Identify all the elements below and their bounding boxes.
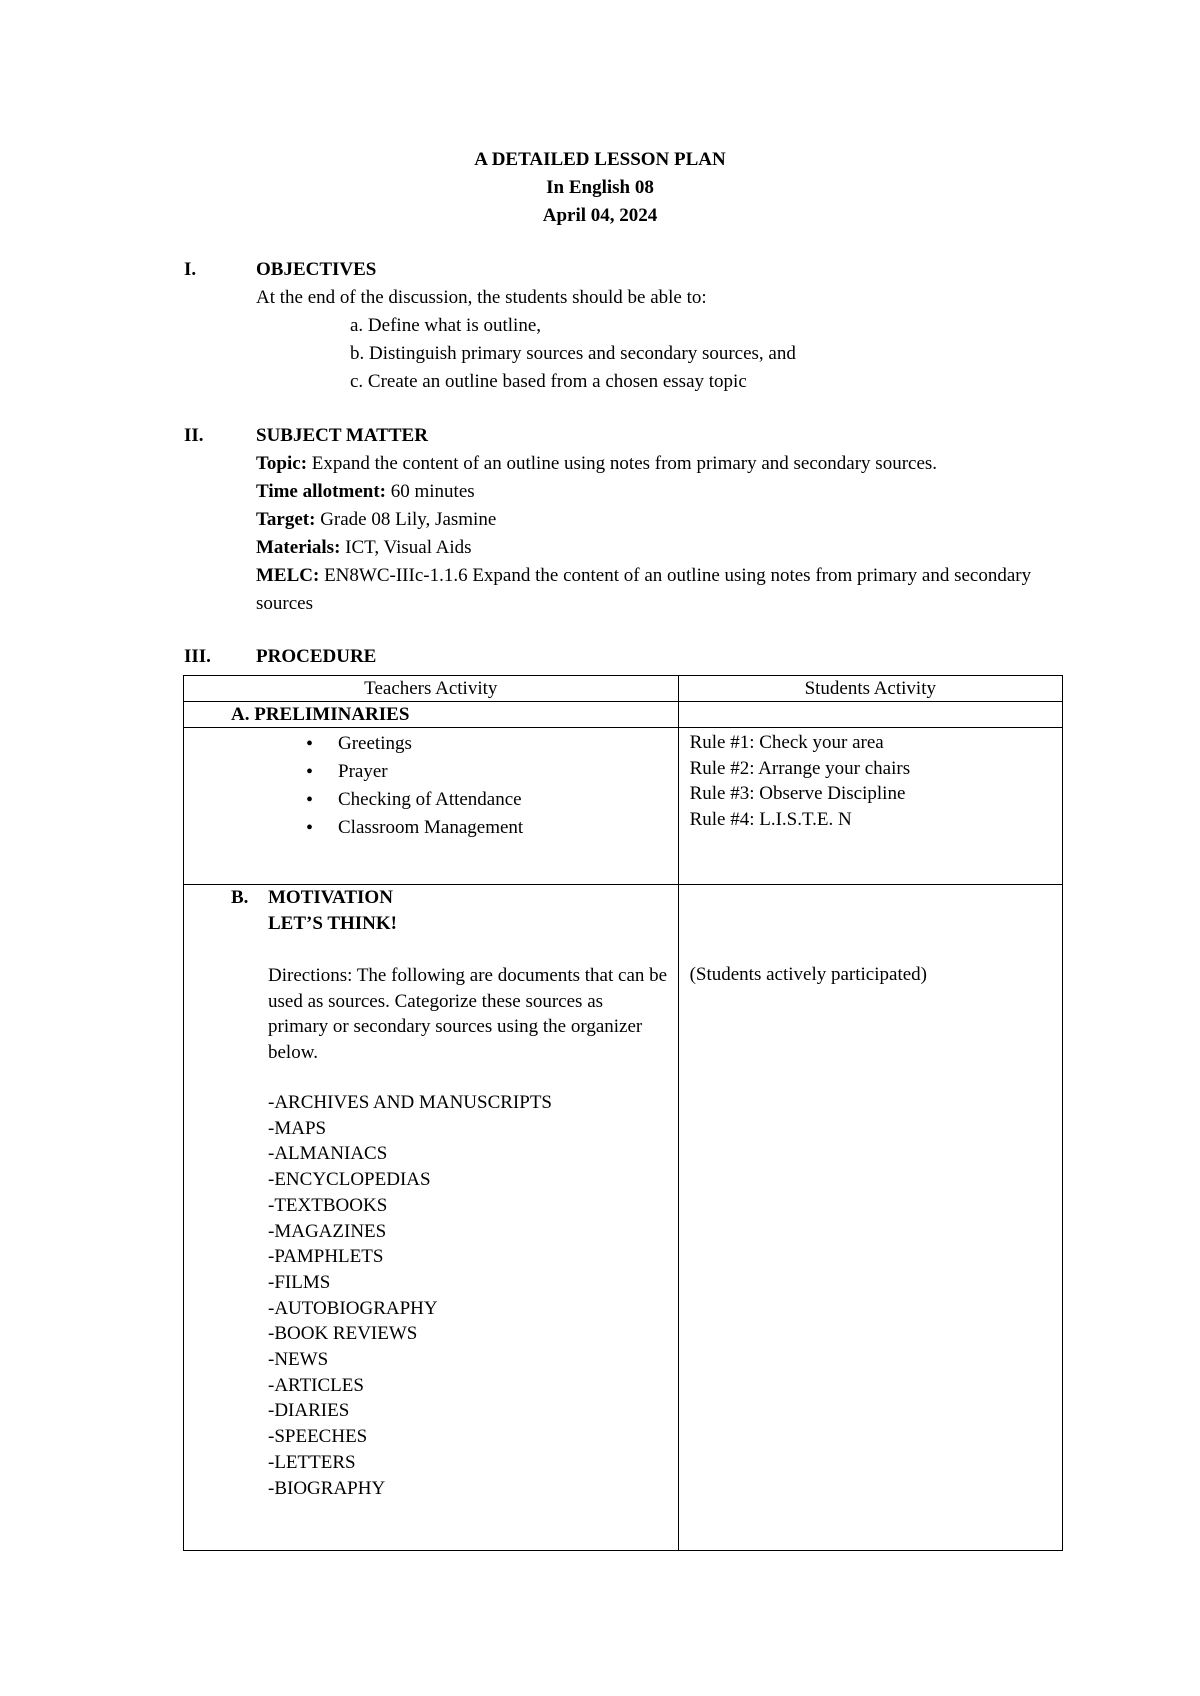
sources-list <box>231 1090 678 1501</box>
preliminaries-empty-cell <box>678 702 1062 728</box>
list-item: • Checking of Attendance <box>338 786 678 814</box>
topic-label: Topic: <box>256 453 308 474</box>
rule-item: Rule #2: Arrange your chairs <box>689 757 911 779</box>
students-activity-header: Students Activity <box>678 676 1062 702</box>
list-item: -FILMS <box>268 1271 331 1293</box>
target-line <box>256 506 1086 534</box>
time-allotment-value: 60 minutes <box>386 481 475 502</box>
motivation-teacher-cell <box>184 885 679 1551</box>
objective-item: a. Define what is outline, <box>350 315 542 336</box>
target-label: Target: <box>256 509 316 530</box>
date-line: April 04, 2024 <box>542 205 658 226</box>
preliminaries-teacher-cell <box>184 728 679 885</box>
students-participation-note: (Students actively participated) <box>689 964 927 985</box>
lesson-plan-title: A DETAILED LESSON PLAN <box>474 149 726 170</box>
melc-label: MELC: <box>256 565 320 586</box>
list-item: -MAPS <box>268 1117 327 1139</box>
objectives-numeral: I. <box>184 259 197 280</box>
topic-value: Expand the content of an outline using notes from primary and secondary sources. <box>307 453 938 474</box>
list-item: -PAMPHLETS <box>268 1246 384 1268</box>
list-item: -DIARIES <box>268 1400 350 1422</box>
objective-item: c. Create an outline based from a chosen essay topic <box>350 371 747 392</box>
preliminaries-list <box>184 730 678 842</box>
objectives-intro: At the end of the discussion, the students should be able to: <box>256 287 707 308</box>
time-allotment-label: Time allotment: <box>256 481 386 502</box>
list-item: -BIOGRAPHY <box>268 1477 386 1499</box>
melc-line <box>256 562 1046 618</box>
subject-matter-title: SUBJECT MATTER <box>256 425 428 446</box>
list-item: • Greetings <box>338 730 678 758</box>
materials-value: ICT, Visual Aids <box>340 537 472 558</box>
list-item: -ENCYCLOPEDIAS <box>268 1169 431 1191</box>
rule-item: Rule #4: L.I.S.T.E. N <box>689 808 852 830</box>
topic-line <box>256 450 1086 478</box>
list-item: • Classroom Management <box>338 814 678 842</box>
melc-value: EN8WC-IIIc-1.1.6 Expand the content of an outline using notes from primary and secondary sources <box>256 565 1032 614</box>
procedure-title: PROCEDURE <box>256 646 377 667</box>
list-item: -BOOK REVIEWS <box>268 1323 418 1345</box>
materials-line <box>256 534 1086 562</box>
teachers-activity-header: Teachers Activity <box>184 676 679 702</box>
list-item: -AUTOBIOGRAPHY <box>268 1297 438 1319</box>
objective-item: b. Distinguish primary sources and secondary sources, and <box>350 343 796 364</box>
procedure-numeral: III. <box>184 646 211 667</box>
motivation-subtitle: LET’S THINK! <box>268 912 397 934</box>
objectives-title: OBJECTIVES <box>256 259 377 280</box>
motivation-letter: B. <box>231 887 249 908</box>
subject-matter-numeral: II. <box>184 425 204 446</box>
rule-item: Rule #3: Observe Discipline <box>689 783 906 804</box>
list-item: -ARTICLES <box>268 1374 364 1396</box>
list-item: -MAGAZINES <box>268 1220 387 1242</box>
preliminaries-label: A. PRELIMINARIES <box>184 702 679 728</box>
motivation-directions: Directions: The following are documents that can be used as sources. Categorize these sources as primary or secondary sources using the organizer below. <box>268 965 668 1063</box>
list-item: -TEXTBOOKS <box>268 1194 388 1216</box>
motivation-title: MOTIVATION <box>268 887 393 908</box>
rule-item: Rule #1: Check your area <box>689 732 884 753</box>
list-item: -ALMANIACS <box>268 1143 388 1165</box>
time-allotment-line <box>256 478 1086 506</box>
subject-line: In English 08 <box>546 177 654 198</box>
list-item: -LETTERS <box>268 1451 356 1473</box>
preliminaries-student-cell <box>678 728 1062 885</box>
list-item: -SPEECHES <box>268 1426 368 1448</box>
materials-label: Materials: <box>256 537 341 558</box>
list-item: -NEWS <box>268 1349 329 1371</box>
document-header <box>0 146 1200 230</box>
list-item: • Prayer <box>338 758 678 786</box>
target-value: Grade 08 Lily, Jasmine <box>315 509 497 530</box>
procedure-table <box>183 675 1063 1551</box>
motivation-student-cell <box>678 885 1062 1551</box>
list-item: -ARCHIVES AND MANUSCRIPTS <box>268 1092 552 1113</box>
